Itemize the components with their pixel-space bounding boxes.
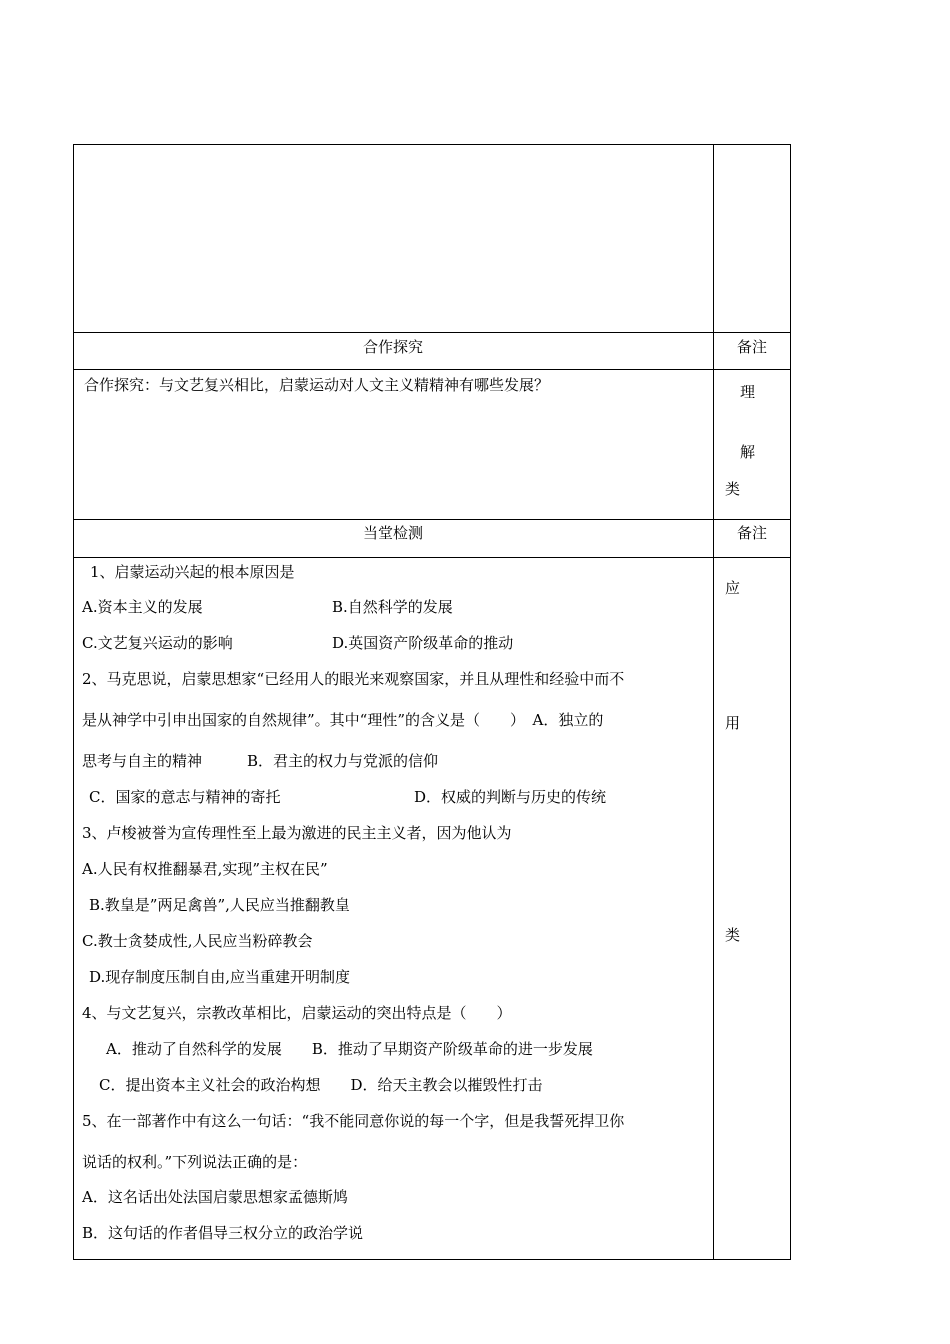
check-side-label: 用 [725,714,741,732]
option-line: C．国家的意志与精神的寄托 [89,788,281,806]
option-line: A．这名话出处法国启蒙思想家孟德斯鸠 [82,1188,348,1206]
check-side-label: 应 [725,579,741,597]
explore-note-header: 备注 [736,338,767,356]
option-line: A.资本主义的发展 [82,598,203,616]
row-divider [73,332,791,333]
option-line: C.教士贪婪成性,人民应当粉碎教会 [82,932,313,950]
option-line: B.自然科学的发展 [332,598,453,616]
check-header: 当堂检测 [362,524,423,542]
explore-side-label: 解 [740,443,756,461]
option-line: A.人民有权推翻暴君,实现”主权在民” [82,860,328,878]
table-border-bottom [73,1259,791,1260]
explore-side-label: 类 [725,480,741,498]
question-line: 说话的权利。”下列说法正确的是： [82,1153,308,1171]
table-border-right [790,144,791,1260]
option-line: B．这句话的作者倡导三权分立的政治学说 [82,1224,364,1242]
option-line: A．推动了自然科学的发展 B．推动了早期资产阶级革命的进一步发展 [106,1040,593,1058]
row-divider [73,557,791,558]
option-line: 思考与自主的精神 B．君主的权力与党派的信仰 [82,752,439,770]
question-line: 4、与文艺复兴，宗教改革相比，启蒙运动的突出特点是（ ） [82,1004,512,1022]
row-divider [73,519,791,520]
question-line: 是从神学中引申出国家的自然规律”。其中“理性”的含义是（ ） A．独立的 [82,711,604,729]
row-divider [73,369,791,370]
question-line: 2、马克思说，启蒙思想家“已经用人的眼光来观察国家，并且从理性和经验中而不 [82,670,625,688]
option-line: C.文艺复兴运动的影响 [82,634,233,652]
question-line: 3、卢梭被誉为宣传理性至上最为激进的民主主义者，因为他认为 [82,824,512,842]
option-line: B.教皇是”两足禽兽”,人民应当推翻教皇 [89,896,350,914]
option-line: D.现存制度压制自由,应当重建开明制度 [89,968,351,986]
option-line: D．权威的判断与历史的传统 [414,788,607,806]
explore-header: 合作探究 [362,338,423,356]
explore-question: 合作探究：与文艺复兴相比，启蒙运动对人文主义精精神有哪些发展？ [84,376,550,394]
option-line: D.英国资产阶级革命的推动 [332,634,514,652]
option-line: C．提出资本主义社会的政治构想 D．给天主教会以摧毁性打击 [99,1076,543,1094]
question-line: 5、在一部著作中有这么一句话：“我不能同意你说的每一个字，但是我誓死捍卫你 [82,1112,625,1130]
worksheet-table [73,144,791,1260]
check-side-label: 类 [725,926,741,944]
check-note-header: 备注 [736,524,767,542]
question-line: 1、启蒙运动兴起的根本原因是 [90,563,295,581]
explore-side-label: 理 [740,383,756,401]
column-divider [713,144,714,1260]
table-border-top [73,144,791,145]
table-border-left [73,144,74,1260]
